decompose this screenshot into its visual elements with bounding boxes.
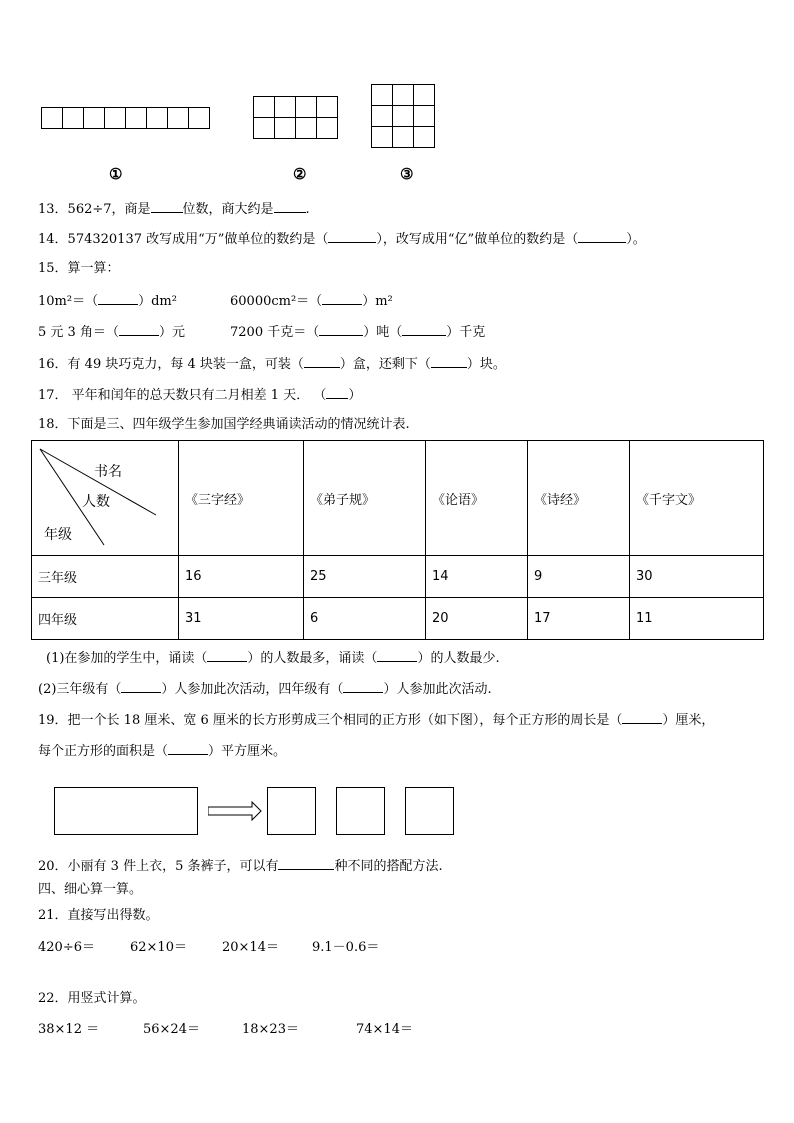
book-header: 《弟子规》 xyxy=(304,441,426,556)
table-row xyxy=(32,556,764,598)
value-cell: 30 xyxy=(630,556,764,598)
answer-blank[interactable] xyxy=(326,385,348,399)
question-15-d: 7200 千克＝（ ）吨（ ）千克 xyxy=(230,322,485,342)
answer-blank[interactable] xyxy=(578,229,626,243)
header-grade: 年级 xyxy=(44,527,72,543)
question-18-title: 18．下面是三、四年级学生参加国学经典诵读活动的情况统计表. xyxy=(38,417,410,432)
q22-item: 74×14＝ xyxy=(356,1022,413,1037)
figure-2-grid xyxy=(253,96,338,139)
answer-blank[interactable] xyxy=(121,679,161,693)
book-header: 《诗经》 xyxy=(528,441,630,556)
rectangle-figure xyxy=(54,787,198,835)
square-figure xyxy=(267,787,316,835)
question-19-line1: 19．把一个长 18 厘米、宽 6 厘米的长方形剪成三个相同的正方形（如下图），每个正方形的周长是（ ）厘米， xyxy=(38,710,714,730)
answer-blank[interactable] xyxy=(274,199,306,213)
value-cell: 17 xyxy=(528,598,630,640)
diagonal-header-cell xyxy=(32,441,179,556)
value-cell: 20 xyxy=(426,598,528,640)
question-19-line2: 每个正方形的面积是（ ）平方厘米。 xyxy=(38,741,286,761)
value-cell: 6 xyxy=(304,598,426,640)
value-cell: 9 xyxy=(528,556,630,598)
question-22-title: 22．用竖式计算。 xyxy=(38,991,146,1006)
header-people: 人数 xyxy=(82,494,110,510)
book-header: 《千字文》 xyxy=(630,441,764,556)
square-figure xyxy=(336,787,385,835)
value-cell: 14 xyxy=(426,556,528,598)
book-header: 《三字经》 xyxy=(179,441,304,556)
book-header: 《论语》 xyxy=(426,441,528,556)
figure-3-grid xyxy=(371,84,435,148)
q21-item: 9.1－0.6＝ xyxy=(312,940,380,955)
question-17: 17． 平年和闰年的总天数只有二月相差 1 天． （ ） xyxy=(38,385,361,405)
arrow-icon xyxy=(208,801,262,821)
answer-blank[interactable] xyxy=(322,291,362,305)
square-figure xyxy=(405,787,454,835)
answer-blank[interactable] xyxy=(343,679,383,693)
question-20: 20．小丽有 3 件上衣，5 条裤子，可以有 种不同的搭配方法. xyxy=(38,856,443,876)
answer-blank[interactable] xyxy=(278,856,334,870)
q22-item: 38×12 ＝ xyxy=(38,1022,100,1037)
question-21-title: 21．直接写出得数。 xyxy=(38,908,159,923)
answer-blank[interactable] xyxy=(207,648,247,662)
answer-blank[interactable] xyxy=(98,291,138,305)
value-cell: 11 xyxy=(630,598,764,640)
question-15-a: 10m²＝（ ）dm² xyxy=(38,291,177,311)
grade-cell: 四年级 xyxy=(32,598,179,640)
statistics-table xyxy=(31,440,764,640)
answer-blank[interactable] xyxy=(402,322,446,336)
answer-blank[interactable] xyxy=(319,322,363,336)
figure-3-label: ③ xyxy=(400,165,414,183)
table-row xyxy=(32,598,764,640)
section-4-heading: 四、细心算一算。 xyxy=(38,882,143,897)
q22-item: 56×24＝ xyxy=(143,1022,200,1037)
figure-2-label: ② xyxy=(293,165,307,183)
header-book: 书名 xyxy=(94,464,122,480)
question-15-b: 60000cm²＝（ ）m² xyxy=(230,291,393,311)
grade-cell: 三年级 xyxy=(32,556,179,598)
question-15-c: 5 元 3 角＝（ ）元 xyxy=(38,322,185,342)
answer-blank[interactable] xyxy=(304,354,340,368)
question-15-title: 15．算一算： xyxy=(38,261,120,276)
value-cell: 25 xyxy=(304,556,426,598)
question-14: 14．574320137 改写成用“万”做单位的数约是（ ），改写成用“亿”做单位的数约是（ ）。 xyxy=(38,229,646,249)
value-cell: 16 xyxy=(179,556,304,598)
question-18-sub2: (2)三年级有（ ）人参加此次活动，四年级有（ ）人参加此次活动. xyxy=(38,679,492,699)
answer-blank[interactable] xyxy=(168,741,208,755)
answer-blank[interactable] xyxy=(377,648,417,662)
answer-blank[interactable] xyxy=(151,199,183,213)
answer-blank[interactable] xyxy=(622,710,662,724)
q22-item: 18×23＝ xyxy=(242,1022,299,1037)
q21-item: 20×14＝ xyxy=(222,940,279,955)
answer-blank[interactable] xyxy=(328,229,376,243)
answer-blank[interactable] xyxy=(431,354,467,368)
question-13: 13．562÷7，商是 位数，商大约是 . xyxy=(38,199,310,219)
figure-1-label: ① xyxy=(109,165,123,183)
value-cell: 31 xyxy=(179,598,304,640)
question-18-sub1: (1)在参加的学生中，诵读（ ）的人数最多，诵读（ ）的人数最少. xyxy=(46,648,500,668)
q21-item: 62×10＝ xyxy=(130,940,187,955)
question-16: 16．有 49 块巧克力，每 4 块装一盒，可装（ ）盒，还剩下（ ）块。 xyxy=(38,354,506,374)
answer-blank[interactable] xyxy=(119,322,159,336)
figure-1-grid xyxy=(41,107,210,129)
q21-item: 420÷6＝ xyxy=(38,940,95,955)
